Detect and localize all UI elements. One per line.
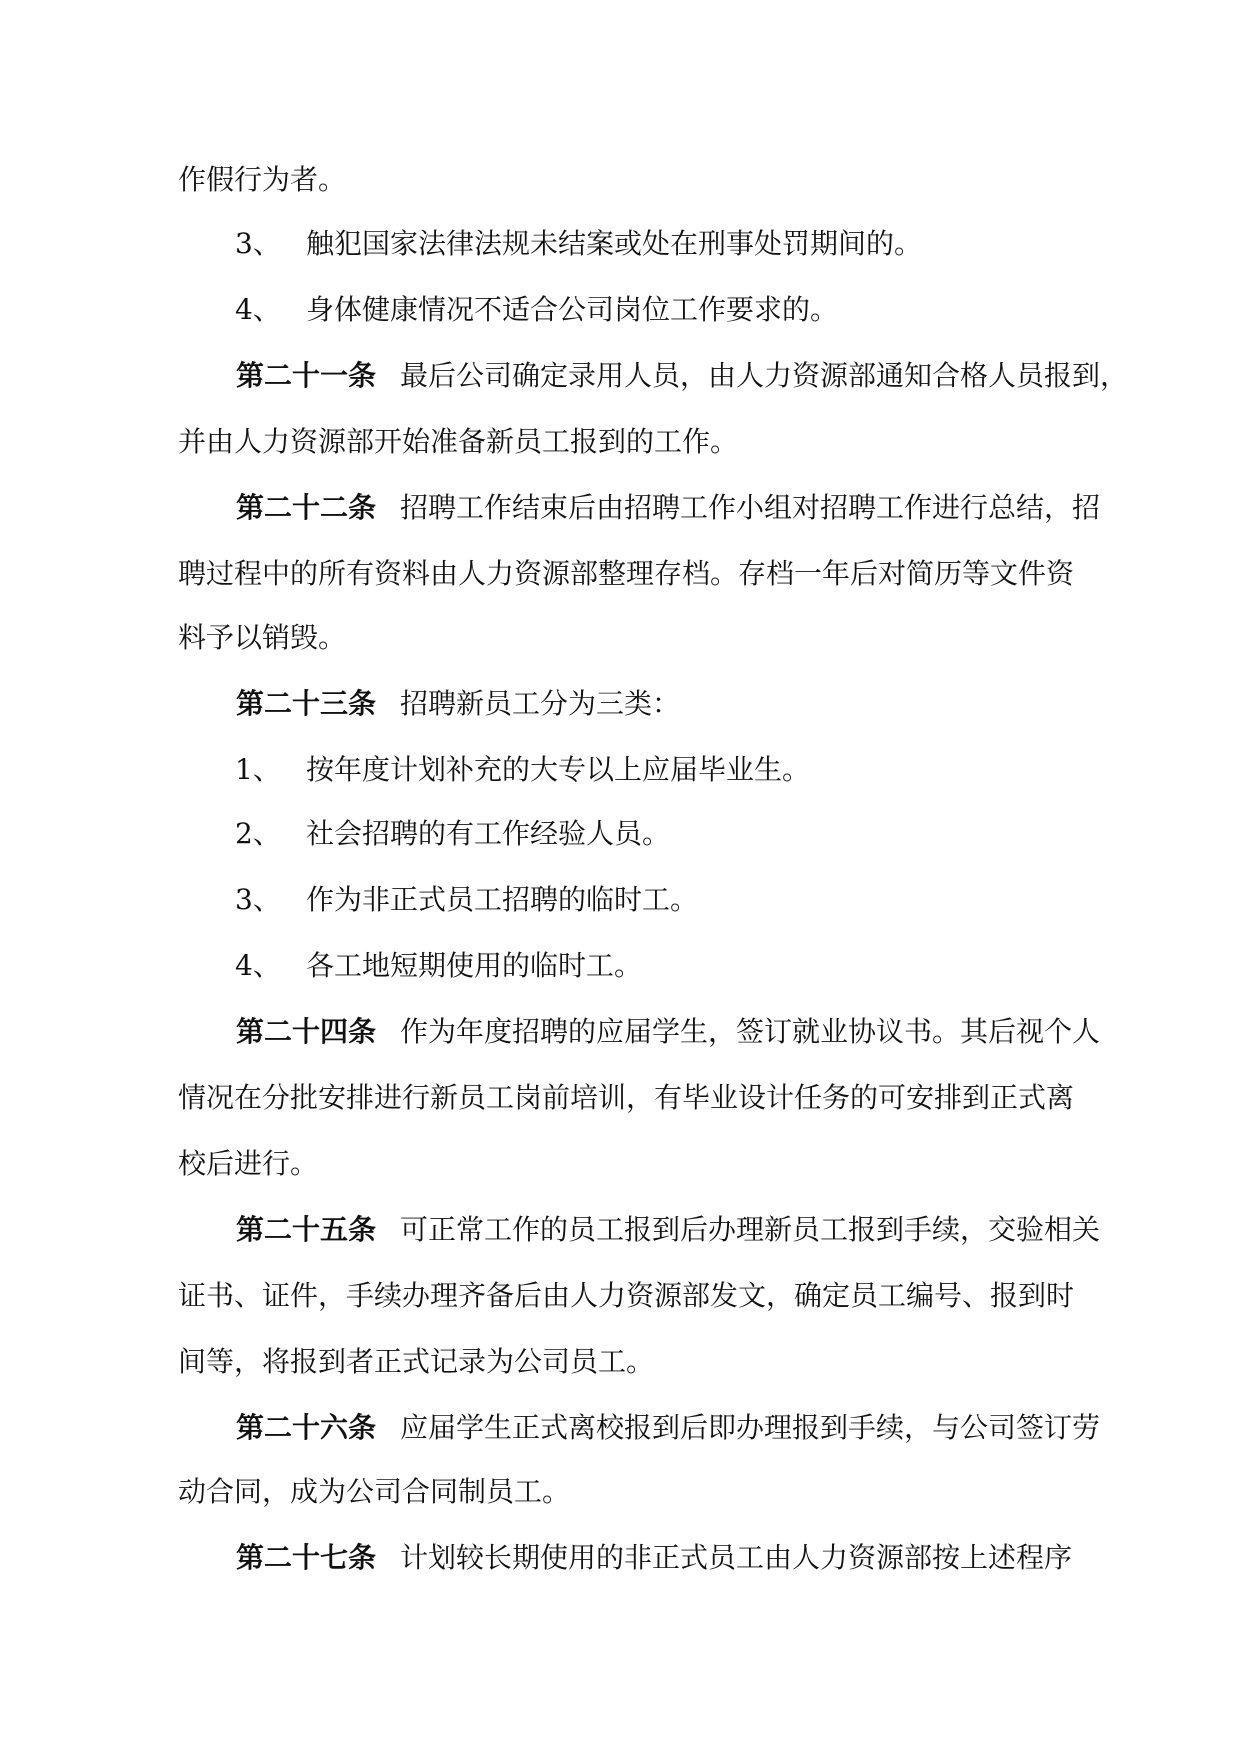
article-text: 最后公司确定录用人员，由人力资源部通知合格人员报到， — [400, 359, 1129, 392]
article-text: 招聘工作结束后由招聘工作小组对招聘工作进行总结，招 — [400, 491, 1101, 524]
line-text: 间等，将报到者正式记录为公司员工。 — [178, 1345, 655, 1378]
article-heading: 第二十二条 — [236, 491, 377, 524]
item-number: 4、 — [235, 949, 281, 982]
item-text: 社会招聘的有工作经验人员。 — [306, 817, 671, 850]
article-text: 计划较长期使用的非正式员工由人力资源部按上述程序 — [400, 1541, 1073, 1574]
item-number: 3、 — [235, 883, 281, 916]
item-number: 1、 — [235, 753, 281, 786]
article-heading: 第二十一条 — [236, 359, 377, 392]
line-text: 情况在分批安排进行新员工岗前培训，有毕业设计任务的可安排到正式离 — [178, 1081, 1075, 1114]
article-heading: 第二十七条 — [236, 1541, 377, 1574]
item-text: 作为非正式员工招聘的临时工。 — [306, 883, 699, 916]
article-text: 可正常工作的员工报到后办理新员工报到手续，交验相关 — [400, 1213, 1101, 1246]
article-text: 招聘新员工分为三类： — [400, 687, 681, 720]
line-text: 聘过程中的所有资料由人力资源部整理存档。存档一年后对简历等文件资 — [178, 557, 1075, 590]
item-text: 触犯国家法律法规未结案或处在刑事处罚期间的。 — [306, 227, 923, 260]
item-text: 各工地短期使用的临时工。 — [306, 949, 643, 982]
article-heading: 第二十四条 — [236, 1015, 377, 1048]
item-text: 身体健康情况不适合公司岗位工作要求的。 — [306, 293, 839, 326]
item-text: 按年度计划补充的大专以上应届毕业生。 — [306, 753, 811, 786]
article-text: 作为年度招聘的应届学生，签订就业协议书。其后视个人 — [400, 1015, 1101, 1048]
article-heading: 第二十五条 — [236, 1213, 377, 1246]
line-text: 证书、证件，手续办理齐备后由人力资源部发文，确定员工编号、报到时 — [178, 1279, 1075, 1312]
article-heading: 第二十三条 — [236, 687, 377, 720]
item-number: 4、 — [235, 293, 281, 326]
line-text: 校后进行。 — [178, 1147, 319, 1180]
article-text: 应届学生正式离校报到后即办理报到手续，与公司签订劳 — [400, 1411, 1101, 1444]
article-heading: 第二十六条 — [236, 1411, 377, 1444]
line-text: 动合同，成为公司合同制员工。 — [178, 1475, 571, 1508]
line-text: 料予以销毁。 — [178, 621, 347, 654]
item-number: 3、 — [235, 227, 281, 260]
item-number: 2、 — [235, 817, 281, 850]
line-text: 并由人力资源部开始准备新员工报到的工作。 — [178, 425, 739, 458]
line-text: 作假行为者。 — [178, 163, 347, 196]
